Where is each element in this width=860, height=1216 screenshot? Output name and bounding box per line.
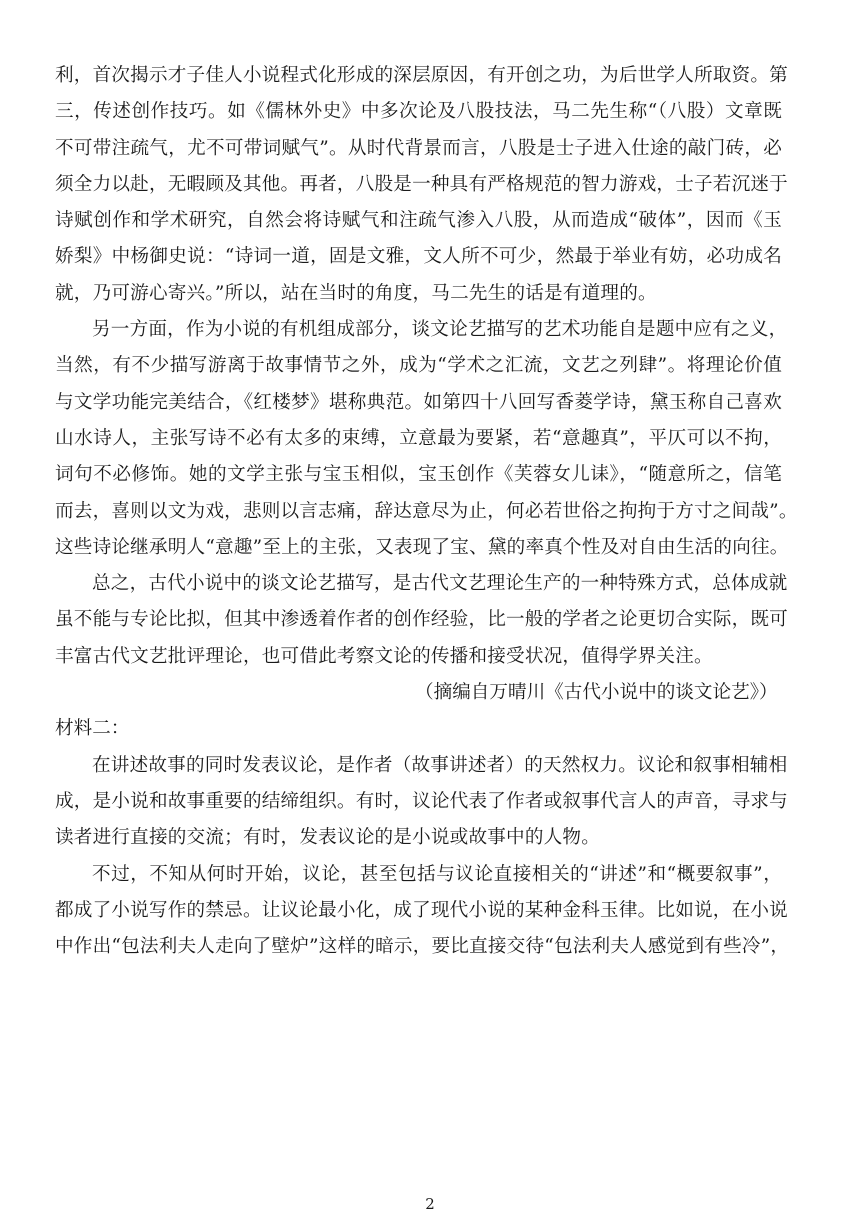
source-attribution: （摘编自万晴川《古代小说中的谈文论艺》） [415, 682, 778, 704]
text-line: 在讲述故事的同时发表议论，是作者（故事讲述者）的天然权力。议论和叙事相辅相 [92, 754, 788, 776]
paragraph-narration-rights [55, 748, 788, 857]
text-line: 另一方面，作为小说的有机组成部分，谈文论艺描写的艺术功能自是题中应有之义， [92, 319, 788, 341]
text-line: 中作出“包法利夫人走向了壁炉”这样的暗示，要比直接交待“包法利夫人感觉到有些冷”， [55, 936, 790, 958]
text-line: 而去，喜则以文为戏，悲则以言志痛，辞达意尽为止，何必若世俗之拘拘于方寸之间哉”。 [55, 500, 798, 522]
text-line: 读者进行直接的交流；有时，发表议论的是小说或故事中的人物。 [55, 827, 601, 849]
text-line: 这些诗论继承明人“意趣”至上的主张，又表现了宝、黛的率真个性及对自由生活的向往。 [55, 536, 789, 558]
document-page [55, 58, 798, 965]
paragraph-commentary-taboo [55, 857, 790, 966]
paragraph-hongloumeng [55, 312, 798, 566]
text-line: 山水诗人，主张写诗不必有太多的束缚，立意最为要紧，若“意趣真”，平仄可以不拘， [55, 427, 782, 449]
text-line: 须全力以赴，无暇顾及其他。再者，八股是一种具有严格规范的智力游戏，士子若沉迷于 [55, 173, 788, 195]
text-line: 娇梨》中杨御史说：“诗词一道，固是文雅，文人所不可少，然最于举业有妨，必功成名 [55, 246, 782, 268]
text-line: 成，是小说和故事重要的结缔组织。有时，议论代表了作者或叙事代言人的声音，寻求与 [55, 790, 788, 812]
text-line: 丰富古代文艺批评理论，也可借此考察文论的传播和接受状况，值得学界关注。 [55, 645, 713, 667]
paragraph-continuation [55, 58, 788, 312]
page-number: 2 [425, 1196, 435, 1213]
text-line: 词句不必修饰。她的文学主张与宝玉相似，宝玉创作《芙蓉女儿诔》，“随意所之，信笔 [55, 464, 782, 486]
text-line: 虽不能与专论比拟，但其中渗透着作者的创作经验，比一般的学者之论更切合实际，既可 [55, 609, 788, 631]
text-line: 诗赋创作和学术研究，自然会将诗赋气和注疏气渗入八股，从而造成“破体”，因而《玉 [55, 210, 782, 232]
material-heading: 材料二： [55, 718, 130, 740]
paragraph-conclusion [55, 566, 788, 675]
text-line: 当然，有不少描写游离于故事情节之外，成为“学术之汇流，文艺之列肆”。将理论价值 [55, 355, 782, 377]
text-line: 不过，不知从何时开始，议论，甚至包括与议论直接相关的“讲述”和“概要叙事”， [92, 863, 782, 885]
text-line: 都成了小说写作的禁忌。让议论最小化，成了现代小说的某种金科玉律。比如说，在小说 [55, 899, 788, 921]
text-line: 就，乃可游心寄兴。”所以，站在当时的角度，马二先生的话是有道理的。 [55, 282, 657, 304]
text-line: 三，传述创作技巧。如《儒林外史》中多次论及八股技法，马二先生称“（八股）文章既 [55, 101, 782, 123]
text-line: 利，首次揭示才子佳人小说程式化形成的深层原因，有开创之功，为后世学人所取资。第 [55, 65, 788, 86]
text-line: 与文学功能完美结合，《红楼梦》堪称典范。如第四十八回写香菱学诗，黛玉称自己喜欢 [55, 391, 782, 413]
text-line: 不可带注疏气，尤不可带词赋气”。从时代背景而言，八股是士子进入仕途的敲门砖，必 [55, 137, 782, 159]
text-line: 总之，古代小说中的谈文论艺描写，是古代文艺理论生产的一种特殊方式，总体成就 [92, 573, 788, 595]
